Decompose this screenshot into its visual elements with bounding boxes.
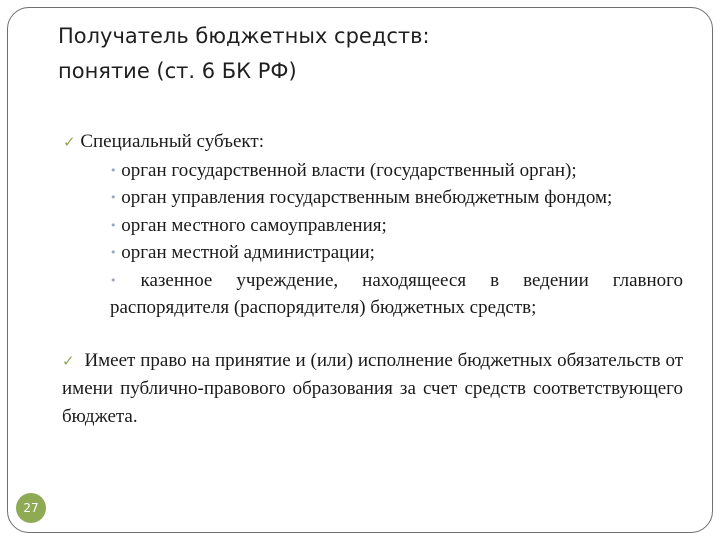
title-line-2: понятие (ст. 6 БК РФ) [58,59,297,83]
slide-number-badge: 27 [16,493,46,523]
list-item-text: орган местного самоуправления; [121,214,387,236]
rights-point-text: Имеет право на принятие и (или) исполнение бюджетных обязательств от имени публично-правового образования за счет средств соответствующего бюджета. [62,349,684,427]
checkmark-icon: ✓ [62,351,75,370]
list-item [110,157,683,185]
list-item [110,239,683,267]
bullet-icon: • [110,246,117,259]
slide-title [58,19,658,89]
bullet-icon: • [110,191,117,204]
bullet-icon: • [110,163,117,177]
list-item-text: орган государственной власти (государственный орган); [121,159,577,181]
list-item [110,184,683,212]
slide-content [62,128,683,430]
special-subject-heading: Специальный субъект: [80,131,264,152]
list-item-text: казенное учреждение, находящееся в ведении главного распорядителя (распорядителя) бюджетных средств; [110,269,684,318]
list-item-text: орган местной администрации; [121,242,375,263]
list-item [110,267,683,322]
special-subject-point [63,128,683,157]
checkmark-icon: ✓ [63,133,76,151]
bullet-icon: • [110,218,117,232]
list-item-text: орган управления государственным внебюджетным фондом; [121,187,613,208]
title-line-1: Получатель бюджетных средств: [58,24,430,48]
subject-list [62,157,683,322]
rights-point [62,347,683,431]
list-item [110,212,683,240]
bullet-icon: • [110,273,117,287]
